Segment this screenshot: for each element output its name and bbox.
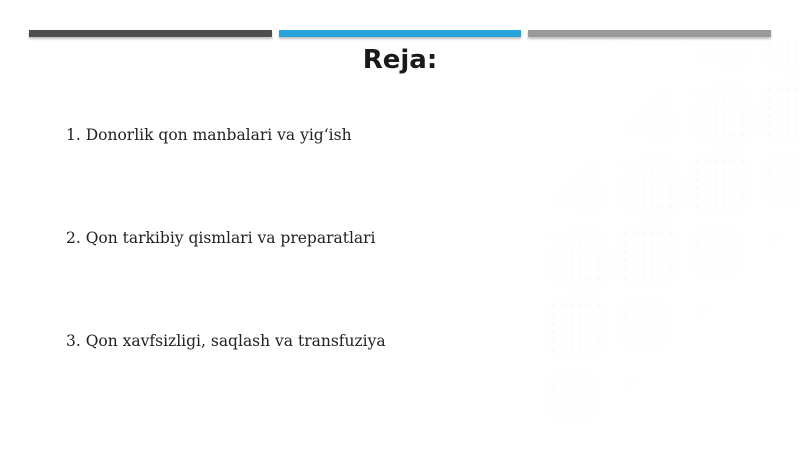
plan-item-1: 1. Donorlik qon manbalari va yig‘ish [66,126,352,144]
header-bar-middle [279,30,521,37]
header-bar-left [29,30,272,37]
header-bar-right [528,30,771,37]
slide-title: Reja: [362,45,438,75]
plan-item-2: 2. Qon tarkibiy qismlari va preparatlari [66,229,376,247]
background-texture [540,40,800,449]
plan-item-3: 3. Qon xavfsizligi, saqlash va transfuziya [66,332,386,350]
